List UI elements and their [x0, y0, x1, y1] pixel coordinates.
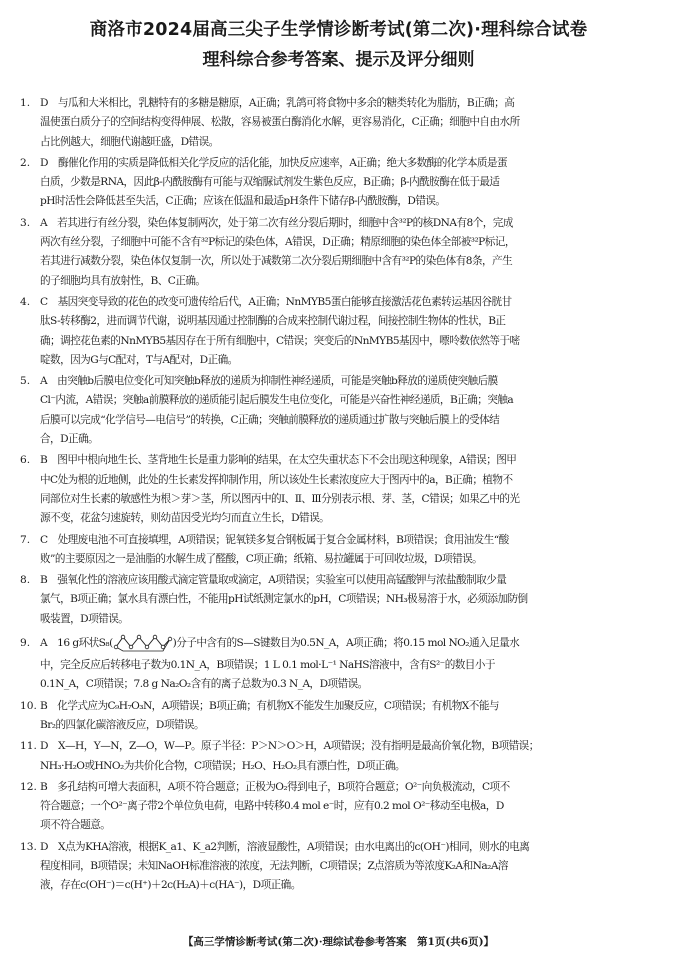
item-number: 12.: [20, 780, 37, 793]
answer-item-5: [20, 372, 660, 449]
item-line: 氯气，B项正确；氯水具有漂白性，不能用pH试纸测定氯水的pH，C项错误；NH₃极易溶于水，必须添加防倒: [40, 593, 528, 606]
item-line: B 多孔结构可增大表面积，A项不符合题意；正极为O₂得到电子，B项符合题意；O²⁻向负极流动，C项不: [40, 780, 510, 793]
item-line: 肽S-转移酶2，进而调节代谢，说明基因通过控制酶的合成来控制代谢过程，间接控制生物体的性状，B正: [40, 315, 506, 328]
item-line: 同部位对生长素的敏感性为根＞芽＞茎，所以图丙中的Ⅰ、Ⅱ、Ⅲ分别表示根、芽、茎，C错误；如果乙中的光: [40, 492, 520, 505]
item-number: 11.: [20, 740, 37, 753]
item-line: D X—H，Y—N，Z—O，W—P。原子半径：P＞N＞O＞H，A项错误；没有指明是最高价氧化物，B项错误；: [40, 740, 539, 753]
page-title: 商洛市2024届高三尖子生学情诊断考试(第二次)·理科综合试卷: [89, 20, 588, 40]
item-number: 1.: [20, 97, 31, 109]
item-number: 13.: [20, 840, 37, 853]
answer-list: [20, 94, 660, 898]
item-line: 程度相同，B项错误；未知NaOH标准溶液的浓度，无法判断，C项错误；Z点溶质为等浓度K₂A和Na₂A溶: [40, 859, 508, 872]
item-line: pH时活性会降低甚至失活，C正确；应该在低温和最适pH条件下储存β-内酰胺酶，D错误。: [40, 195, 446, 208]
answer-item-6: [20, 451, 660, 528]
answer-item-1: [20, 94, 660, 152]
page-subtitle: 理科综合参考答案、提示及评分细则: [202, 50, 475, 70]
answer-item-4: [20, 293, 660, 370]
item-line: 吸装置，D项错误。: [40, 612, 129, 625]
item-line: 确；调控花色素的NnMYB5基因存在于所有细胞中，C错误；突变后的NnMYB5基因中，嘌呤数依然等于嘧: [40, 334, 520, 347]
answer-item-12: [20, 778, 660, 836]
item-line: 啶数，因为G与C配对，T与A配对，D正确。: [40, 353, 238, 366]
item-line: 源不变，花盆匀速旋转，则幼苗因受光均匀而直立生长，D错误。: [40, 512, 330, 525]
item-line: B 强氧化性的溶液应该用酸式滴定管量取或滴定，A项错误；实验室可以使用高锰酸钾与浓盐酸制取少量: [40, 574, 507, 587]
item-line: D 与瓜和大米相比，乳糖特有的多糖是糖原，A正确；乳鸽可将食物中多余的糖类转化为脂肪，B正确；高: [40, 97, 515, 109]
item-line: 液，存在c(OH⁻)＝c(H⁺)＋2c(H₂A)＋c(HA⁻)，D项正确。: [40, 879, 301, 892]
answer-item-9: [20, 631, 660, 695]
item-line: C 处理废电池不可直接填埋，A项错误；铌氧镁多复合钢板属于复合金属材料，B项错误；食用油发生“酸: [40, 533, 509, 546]
item-line: B 化学式应为C₉H₇O₃N，A项错误；B项正确；有机物X不能发生加聚反应，C项错误；有机物X不能与: [40, 699, 499, 712]
item-number: 2.: [20, 156, 31, 169]
item-number: 3.: [20, 216, 31, 229]
item-line: Cl⁻内流，A错误；突触a前膜释放的递质能引起后膜发生电位变化，可能是兴奋性神经递质，B正确；突触a: [40, 394, 514, 407]
answer-item-13: [20, 838, 660, 896]
item-number: 5.: [20, 375, 31, 388]
answer-item-11: [20, 737, 660, 776]
item-number: 9.: [20, 637, 31, 650]
item-line: 符合题意；一个O²⁻离子带2个单位负电荷，电路中转移0.4 mol e⁻时，应有0.2 mol O²⁻移动至电极a，D: [40, 800, 504, 813]
item-line: A 若其进行有丝分裂，染色体复制两次，处于第二次有丝分裂后期时，细胞中含³²P的核DNA有8个，完成: [40, 216, 513, 229]
item-line: 的子细胞均具有放射性，B、C正确。: [40, 274, 206, 287]
item-number: 7.: [20, 533, 31, 546]
item-line: 温使蛋白质分子的空间结构变得伸展、松散，容易被蛋白酶消化水解，更容易消化，C正确；细胞中自由水所: [40, 116, 520, 129]
item-number: 10.: [20, 699, 37, 712]
item-line: D X点为KHA溶液，根据K_a1、K_a2判断，溶液显酸性，A项错误；由水电离出的c(OH⁻)相同，则水的电离: [40, 840, 530, 853]
item-line: 中C处为根的近地侧，此处的生长素发挥抑制作用，所以该处生长素浓度应大于图丙中的a，B正确；植物不: [40, 473, 513, 486]
item-line-with-molecule: [40, 631, 660, 656]
answer-item-8: [20, 571, 660, 629]
answer-item-7: [20, 531, 660, 570]
item-line-part: )分子中含有的S—S键数目为0.5N_A，A项正确；将0.15 mol NO₂通入足量水: [172, 637, 520, 650]
page-footer: 【高三学情诊断考试(第二次)·理综试卷参考答案 第1页(共6页)】: [182, 936, 495, 948]
item-line: 中，完全反应后转移电子数为0.1N_A，B项错误；1 L 0.1 mol·L⁻¹ NaHS溶液中，含有S²⁻的数目小于: [40, 659, 495, 672]
answer-item-2: [20, 154, 660, 212]
answer-item-10: [20, 697, 660, 736]
item-line-part: A 16 g环状S₈(: [40, 637, 113, 650]
item-line: B 图甲中根向地生长、茎背地生长是重力影响的结果，在太空失重状态下不会出现这种现象，A错误；图甲: [40, 454, 517, 467]
item-line: 后膜可以完成“化学信号—电信号”的转换，C正确；突触前膜释放的递质通过扩散与突触后膜上的受体结: [40, 413, 500, 426]
item-line: 项不符合题意。: [40, 819, 111, 832]
item-number: 8.: [20, 574, 31, 587]
item-line: 白质，少数是RNA，因此β-内酰胺酶有可能与双缩脲试剂发生紫色反应，B正确；β-内酰胺酶在低于最适: [40, 176, 500, 189]
s8-ring-molecule-icon: [113, 632, 173, 654]
item-number: 6.: [20, 454, 31, 467]
item-line: 0.1N_A，C项错误；7.8 g Na₂O₂含有的离子总数为0.3 N_A，D项错误。: [40, 678, 368, 691]
item-line: 败”的主要原因之一是油脂的水解生成了醛酸，C项正确；纸箱、易拉罐属于可回收垃圾，D项错误。: [40, 552, 483, 565]
item-line: Br₂的四氯化碳溶液反应，D项错误。: [40, 718, 205, 731]
item-line: A 由突触b后膜电位变化可知突触b释放的递质为抑制性神经递质，可能是突触b释放的递质使突触后膜: [40, 375, 498, 388]
item-line: 合，D正确。: [40, 433, 99, 446]
item-line: D 酶催化作用的实质是降低相关化学反应的活化能，加快反应速率，A正确；绝大多数酶的化学本质是蛋: [40, 156, 508, 169]
answer-item-3: [20, 214, 660, 291]
item-line: NH₃·H₂O或HNO₂为共价化合物，C项错误；H₂O、H₂O₂具有漂白性，D项正确。: [40, 759, 405, 772]
item-number: 4.: [20, 295, 31, 308]
item-line: 若其进行减数分裂，染色体仅复制一次，所以处于减数第二次分裂后期细胞中含有³²P的染色体有8条，产生: [40, 255, 513, 268]
item-line: C 基因突变导致的花色的改变可遗传给后代，A正确；NnMYB5蛋白能够直接激活花色素转运基因谷胱甘: [40, 295, 512, 308]
item-line: 两次有丝分裂，子细胞中可能不含有³²P标记的染色体，A错误，D正确；精原细胞的染色体全部被³²P标记，: [40, 236, 515, 249]
item-line: 占比例越大，细胞代谢越旺盛，D错误。: [40, 135, 219, 148]
